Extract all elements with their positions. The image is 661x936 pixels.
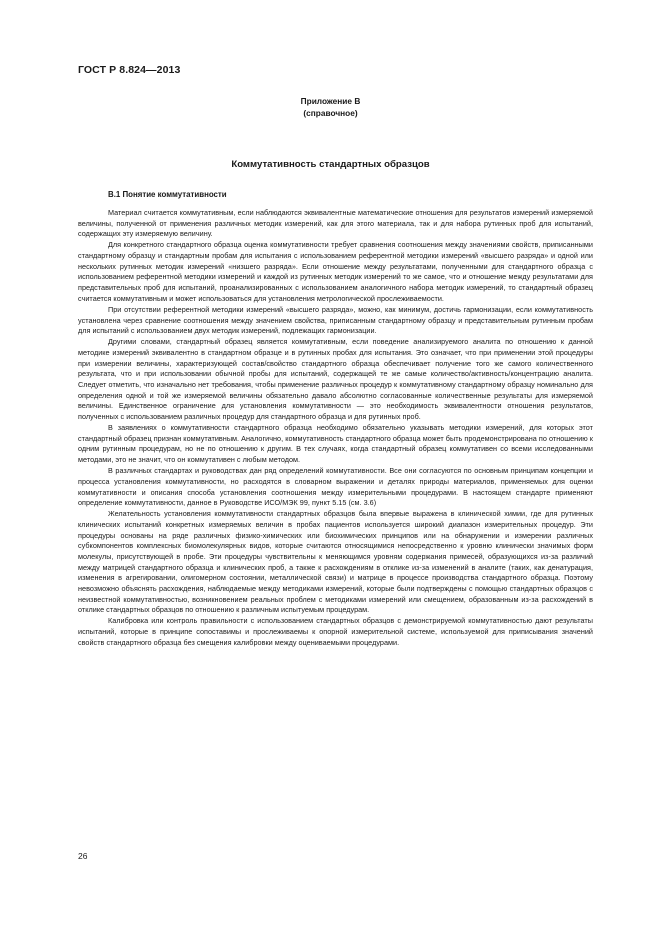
body-text xyxy=(78,208,593,649)
annex-title: Приложение В xyxy=(300,96,361,106)
page-number: 26 xyxy=(78,851,88,861)
paragraph-8: Калибровка или контроль правильности с использованием стандартных образцов с демонстрируемой коммутативностью дают результаты испытаний, которые в принципе сопоставимы и прослеживаемы к опорной измерительной системе, используемой для приписывания значений свойств стандартного образца без смещения калибровки между оцениваемыми процедурами. xyxy=(78,616,593,647)
paragraph-5: В заявлениях о коммутативности стандартного образца необходимо обязательно указывать методики измерений, для которых этот стандартный образец признан коммутативным. Аналогично, коммутативность стандартного образца может быть продемонстрирована по отношению к одним рутинным процедурам, но не по отношению к другим. В тех случаях, когда стандартный образец коммутативен со всеми исследованными методами, это не значит, что он коммутативен с любым методом. xyxy=(78,423,593,465)
main-title: Коммутативность стандартных образцов xyxy=(231,159,430,170)
section-heading: В.1 Понятие коммутативности xyxy=(108,190,227,199)
paragraph-1: Материал считается коммутативным, если наблюдаются эквивалентные математические отношения для результатов измерений измеряемой величины, полученной от применения различных методик измерений, как для этого материала, так и для набора рутинных проб для испытаний, содержащих эту измеряемую величину. xyxy=(78,208,593,239)
paragraph-6: В различных стандартах и руководствах дан ряд определений коммутативности. Все они согласуются по основным принципам концепции и процесса установления коммутативности, но расходятся в словарном выражении и деталях природы материалов, применяемых для оценки коммутативности и описания способа установления соотношения между измерительными процедурами. В настоящем стандарте применяют определение коммутативности, данное в Руководстве ИСО/МЭК 99, пункт 5.15 (см. 3.6) xyxy=(78,466,593,508)
paragraph-4: Другими словами, стандартный образец является коммутативным, если поведение анализируемого аналита по отношению к данной методике измерений эквивалентно в стандартном образце и в рутинных пробах для испытания. Это означает, что при применении этой процедуры при измерении величины, характеризующей состав/свойство стандартного образца обеспечивает получение того же самого количественного результата, что и при использовании обычной пробы для испытаний, содержащей те же самые количество/активность/концентрацию аналита. Следует отметить, что изначально нет требования, чтобы применение различных процедур к коммутативному стандартному образцу номинально для определения одной и той же измеряемой величины обязательно давало абсолютно согласованные количественные результаты для измеряемой величины. Единственное ограничение для установления коммутативности — это необходимость эквивалентности отношения результатов, полученных с использованием различных процедур для стандартного образца и для рутинных проб. xyxy=(78,337,593,421)
document-header: ГОСТ Р 8.824—2013 xyxy=(78,64,181,76)
paragraph-3: При отсутствии референтной методики измерений «высшего разряда», можно, как минимум, достичь гармонизации, если коммутативность установлена через сравнение соотношения между значением свойства, приписанным стандартному образцу и представительным рутинным пробам для испытаний с использованием двух методик измерений, подлежащих гармонизации. xyxy=(78,304,593,336)
paragraph-2: Для конкретного стандартного образца оценка коммутативности требует сравнения соотношения между значениями свойств, приписанными стандартному образцу и стандартным пробам для испытания с использованием референтной методики измерений «высшего разряда» и одной или нескольких рутинных методик измерений «низшего разряда». Если отношение между результатами, полученными для стандартного образца с использованием референтной методики измерений и каждой из рутинных методик измерений то же самое, что и отношение между результатами для представительных проб для испытаний, проанализированных с использованием аналогичного набора методик измерений, то стандартный образец считается коммутативным и может использоваться для установления метрологической прослеживаемости. xyxy=(78,240,593,303)
paragraph-7: Желательность установления коммутативности стандартных образцов была впервые выражена в клинической химии, где для рутинных клинических испытаний конкретных измеряемых величин в пробах пациентов используется широкий диапазон измерительных процедур. Эти процедуры основаны на ряде различных физико-химических или биохимических принципов или на обнаружении и измерении различных субкомпонентов комплексных биомолекулярных видов, которые считаются относящимися непосредственно к уровню клинически значимых форм молекулы, присутствующей в пробе. Эти процедуры чувствительны к меняющимся уровням содержания примесей, образующихся из-за различий между матрицей стандартного образца и клинических проб, а также к расхождениям в отклике из-за изменений в аналите (таких, как денатурация, изменения в агрегировании, олигомерном состоянии, металлической связи) и матрице в процессе производства стандартного образца. Поэтому невозможно объяснять расхождения, наблюдаемые между методиками измерений, которые были подтверждены с помощью стандартных образцов с неизвестной коммутативностью, возникновением реальных проблем с методиками измерений или смещением, образованным из-за расхождений в отклике стандартных образцов по отношению к различным испытуемым процедурам. xyxy=(78,509,593,615)
annex-type: (справочное) xyxy=(303,108,358,118)
